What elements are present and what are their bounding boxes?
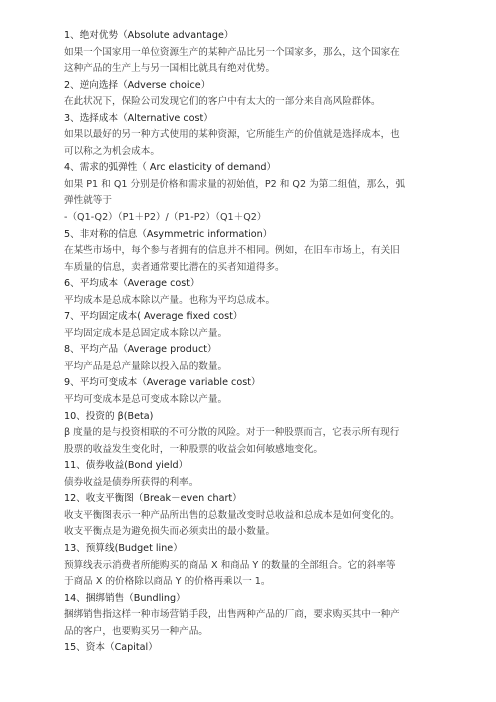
term-heading: 9、平均可变成本（Average variable cost） [64,377,261,389]
definition-line: 品的客户，也要购买另一种产品。 [64,625,208,637]
definition-line: 平均产品是总产量除以投入品的数量。 [64,360,228,372]
definition-line: 车质量的信息，卖者通常要比潜在的买者知道得多。 [64,261,285,273]
term-heading: 4、需求的弧弹性（ Arc elasticity of demand） [64,162,277,174]
definition-line: 平均固定成本是总固定成本除以产量。 [64,327,228,339]
definition-line: 收支平衡图表示一种产品所出售的总数量改变时总收益和总成本是如何变化的。 [64,509,400,521]
term-heading: 5、非对称的信息（Asymmetric information） [64,228,273,240]
document-body [64,28,436,657]
definition-line: β 度量的是与投资相联的不可分散的风险。对于一种股票而言，它表示所有现行 [64,427,400,439]
definition-line: 平均成本是总成本除以产量。也称为平均总成本。 [64,294,276,306]
term-heading: 15、资本（Capital） [64,642,158,654]
term-heading: 14、捆绑销售（Bundling） [64,592,186,604]
definition-line: 于商品 X 的价格除以商品 Y 的价格再乘以一 1。 [64,576,271,588]
term-heading: 3、选择成本（Alternative cost） [64,112,213,124]
term-heading: 2、逆向选择（Adverse choice） [64,79,211,91]
definition-line: 这种产品的生产上与另一国相比就具有绝对优势。 [64,63,276,75]
definition-line: 预算线表示消费者所能购买的商品 X 和商品 Y 的数量的全部组合。它的斜率等 [64,559,396,571]
term-heading: 12、收支平衡图（Break－even chart） [64,493,242,505]
definition-line: 可以称之为机会成本。 [64,145,160,157]
definition-line: 平均可变成本是总可变成本除以产量。 [64,394,228,406]
term-heading: 10、投资的 β(Beta) [64,410,154,422]
definition-line: 如果 P1 和 Q1 分别是价格和需求量的初始值，P2 和 Q2 为第二组值，那么，弧 [64,178,406,190]
term-heading: 11、债券收益(Bond yield） [64,460,189,472]
term-heading: 7、平均固定成本( Average fixed cost） [64,311,243,323]
term-heading: 8、平均产品（Average product） [64,344,217,356]
definition-line: 在此状况下，保险公司发现它们的客户中有太大的一部分来自高风险群体。 [64,96,381,108]
definition-line: 如果一个国家用一单位资源生产的某种产品比另一个国家多，那么，这个国家在 [64,46,400,58]
definition-line: -（Q1-Q2）（P1＋P2）/（P1-P2）（Q1＋Q2） [64,212,267,224]
definition-line: 弹性就等于 [64,195,112,207]
definition-line: 收支平衡点是为避免损失而必须卖出的最小数量。 [64,526,276,538]
term-heading: 6、平均成本（Average cost） [64,278,200,290]
term-heading: 1、绝对优势（Absolute advantage） [64,30,234,41]
definition-line: 在某些市场中，每个参与者拥有的信息并不相同。例如，在旧车市场上，有关旧 [64,245,400,257]
definition-line: 如果以最好的另一种方式使用的某种资源，它所能生产的价值就是选择成本，也 [64,129,400,141]
definition-line: 债券收益是债券所获得的利率。 [64,476,199,488]
term-heading: 13、预算线(Budget line） [64,542,183,554]
definition-line: 股票的收益发生变化时，一种股票的收益会如何敏感地变化。 [64,443,324,455]
definition-line: 捆绑销售指这样一种市场营销手段，出售两种产品的厂商，要求购买其中一种产 [64,609,400,621]
